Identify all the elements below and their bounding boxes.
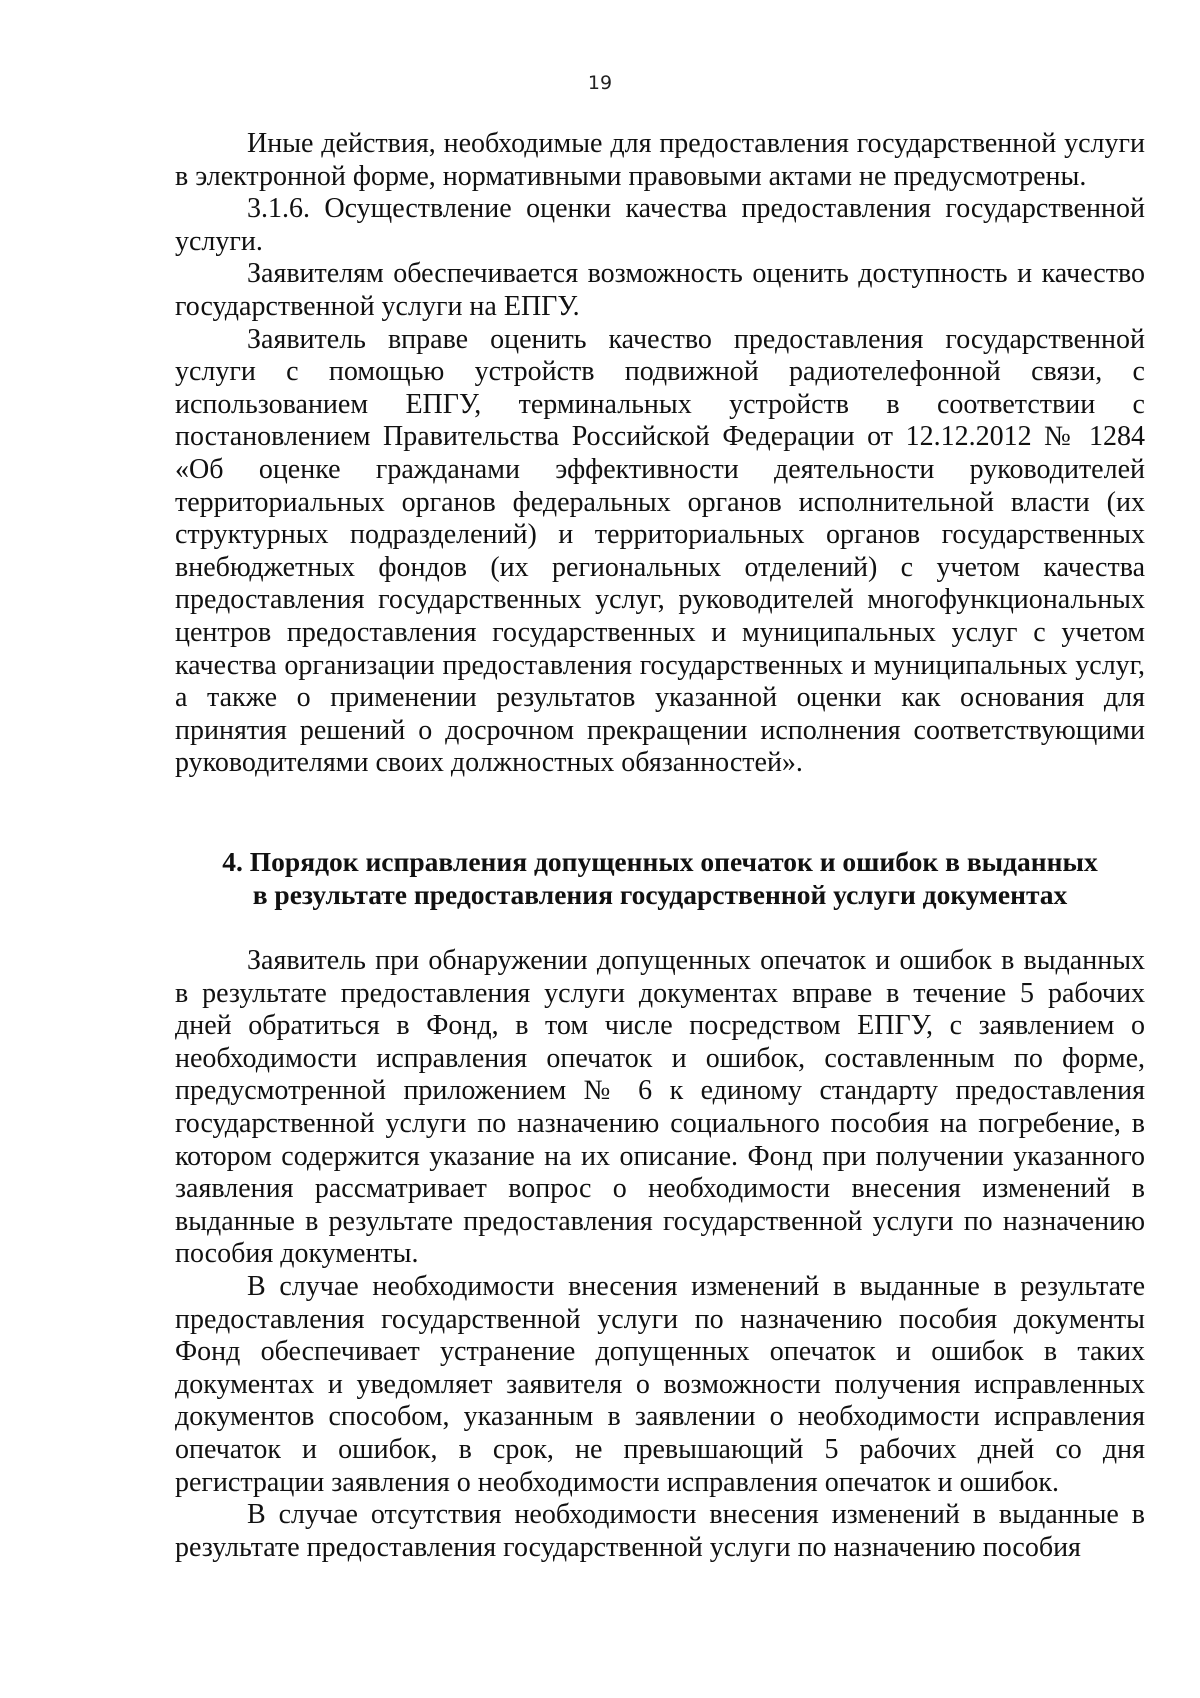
- body-text-bottom: [175, 945, 1145, 1564]
- page-number: 19: [587, 72, 613, 94]
- paragraph-quality-assessment-epgu: Заявителям обеспечивается возможность оценить доступность и качество государственной услуги на ЕПГУ.: [175, 258, 1145, 322]
- paragraph-other-actions: Иные действия, необходимые для предоставления государственной услуги в электронной форме, нормативными правовыми актами не предусмотрены.: [175, 128, 1145, 192]
- section-heading-line-2: в результате предоставления государственной услуги документах: [252, 879, 1068, 910]
- paragraph-error-correction-request: Заявитель при обнаружении допущенных опечаток и ошибок в выданных в результате предоставления услуги документах вправе в течение 5 рабочих дней обратиться в Фонд, в том числе посредством ЕПГУ, с заявлением о необходимости исправления опечаток и ошибок, составленным по форме, предусмотренной приложением № 6 к единому стандарту предоставления государственной услуги по назначению социального пособия на погребение, в котором содержится указание на их описание. Фонд при получении указанного заявления рассматривает вопрос о необходимости внесения изменений в выданные в результате предоставления государственной услуги по назначению пособия документы.: [175, 945, 1145, 1270]
- paragraph-quality-assessment-methods: Заявитель вправе оценить качество предоставления государственной услуги с помощью устройств подвижной радиотелефонной связи, с использованием ЕПГУ, терминальных устройств в соответствии с постановлением Правительства Российской Федерации от 12.12.2012 № 1284 «Об оценке гражданами эффективности деятельности руководителей территориальных органов федеральных органов исполнительной власти (их структурных подразделений) и территориальных органов государственных внебюджетных фондов (их региональных отделений) с учетом качества предоставления государственных услуг, руководителей многофункциональных центров предоставления государственных и муниципальных услуг с учетом качества организации предоставления государственных и муниципальных услуг, а также о применении результатов указанной оценки как основания для принятия решений о досрочном прекращении исполнения соответствующими руководителями своих должностных обязанностей».: [175, 323, 1145, 779]
- section-heading-line-1: 4. Порядок исправления допущенных опечаток и ошибок в выданных: [222, 846, 1098, 877]
- paragraph-error-correction-procedure: В случае необходимости внесения изменений в выданные в результате предоставления государственной услуги по назначению пособия документы Фонд обеспечивает устранение допущенных опечаток и ошибок в таких документах и уведомляет заявителя о возможности получения исправленных документов способом, указанным в заявлении о необходимости исправления опечаток и ошибок, в срок, не превышающий 5 рабочих дней со дня регистрации заявления о необходимости исправления опечаток и ошибок.: [175, 1270, 1145, 1498]
- paragraph-no-correction-needed: В случае отсутствия необходимости внесения изменений в выданные в результате предоставления государственной услуги по назначению пособия: [175, 1499, 1145, 1563]
- section-heading: [175, 845, 1145, 911]
- paragraph-quality-assessment-title: 3.1.6. Осуществление оценки качества предоставления государственной услуги.: [175, 193, 1145, 257]
- body-text-top: [175, 128, 1145, 780]
